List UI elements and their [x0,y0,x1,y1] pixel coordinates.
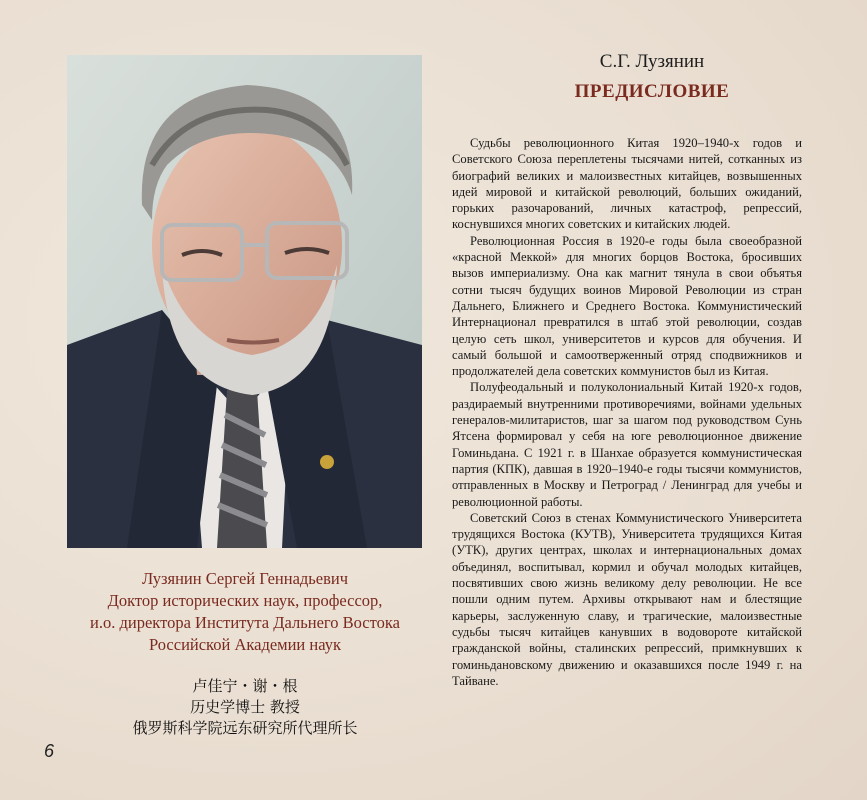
paragraph: Советский Союз в стенах Коммунистического Университета трудящихся Востока (КУТВ), Университета трудящихся Китая (УТК), других центрах, школах и интернациональных домах объединял, воспитывал, кормил и обучал молодых китайцев, посвятивших свою жизнь великому делу революции. Не все пошли одним путем. Архивы открывают нам и блестящие карьеры, заслуженную славу, и трагические, малоизвестные судьбы тысяч китайцев канувших в водовороте китайской гражданской войны, сталинских репрессий, примкнувших к гоминьдановскому движению и оказавшихся после 1949 г. на Тайване. [452,510,802,688]
caption-cn-line: 卢佳宁・谢・根 [192,677,298,695]
photo-caption [40,568,450,656]
author-photo [67,55,422,548]
caption-line: Лузянин Сергей Геннадьевич [141,569,349,588]
page-number: 6 [44,741,55,761]
photo-caption-chinese [40,676,450,739]
caption-line: и.о. директора Института Дальнего Востока [90,613,400,632]
article-author: С.Г. Лузянин [599,51,705,72]
paragraph: Полуфеодальный и полуколониальный Китай 1920-х годов, раздираемый внутренними противоречиями, войнами удельных генералов-милитаристов, шаг за шагом под руководством Сунь Ятсена формировал у себя на юге революционное движение Гоминьдана. С 1921 г. в Шанхае образуется коммунистическая партия (КПК), давшая в 1920–1940-е годы тысячи коммунистов, отправленных в Москву и Петроград / Ленинград для учебы и революционной работы. [452,380,802,509]
paragraph: Судьбы революционного Китая 1920–1940-х годов и Советского Союза переплетены тысячами нитей, сотканных из биографий великих и малоизвестных китайцев, возвышенных идей мировой и китайской революций, больших ожиданий, горьких разочарований, личных катастроф, репрессий, коснувшихся многих советских и китайских людей. [452,136,802,232]
portrait-illustration [67,55,422,548]
caption-line: Российской Академии наук [149,635,341,654]
caption-cn-line: 历史学博士 教授 [190,698,300,716]
article-body [452,135,802,689]
caption-line: Доктор исторических наук, профессор, [107,591,383,610]
paragraph: Революционная Россия в 1920-е годы была своеобразной «красной Меккой» для многих борцов Востока, бросивших вызов империализму. Она как магнит тянула в свои объятья сотни тысяч будущих воинов Мировой Революции из стран Дальнего, Ближнего и Среднего Востока. Коммунистический Интернационал превратился в штаб этой революции, создав целую сеть школ, университетов и курсов для обучения. И самый большой и самоотверженный отряд сподвижников и продолжателей дела советских коммунистов был из Китая. [452,233,802,379]
article-title: ПРЕДИСЛОВИЕ [574,81,730,102]
caption-cn-line: 俄罗斯科学院远东研究所代理所长 [132,719,358,737]
